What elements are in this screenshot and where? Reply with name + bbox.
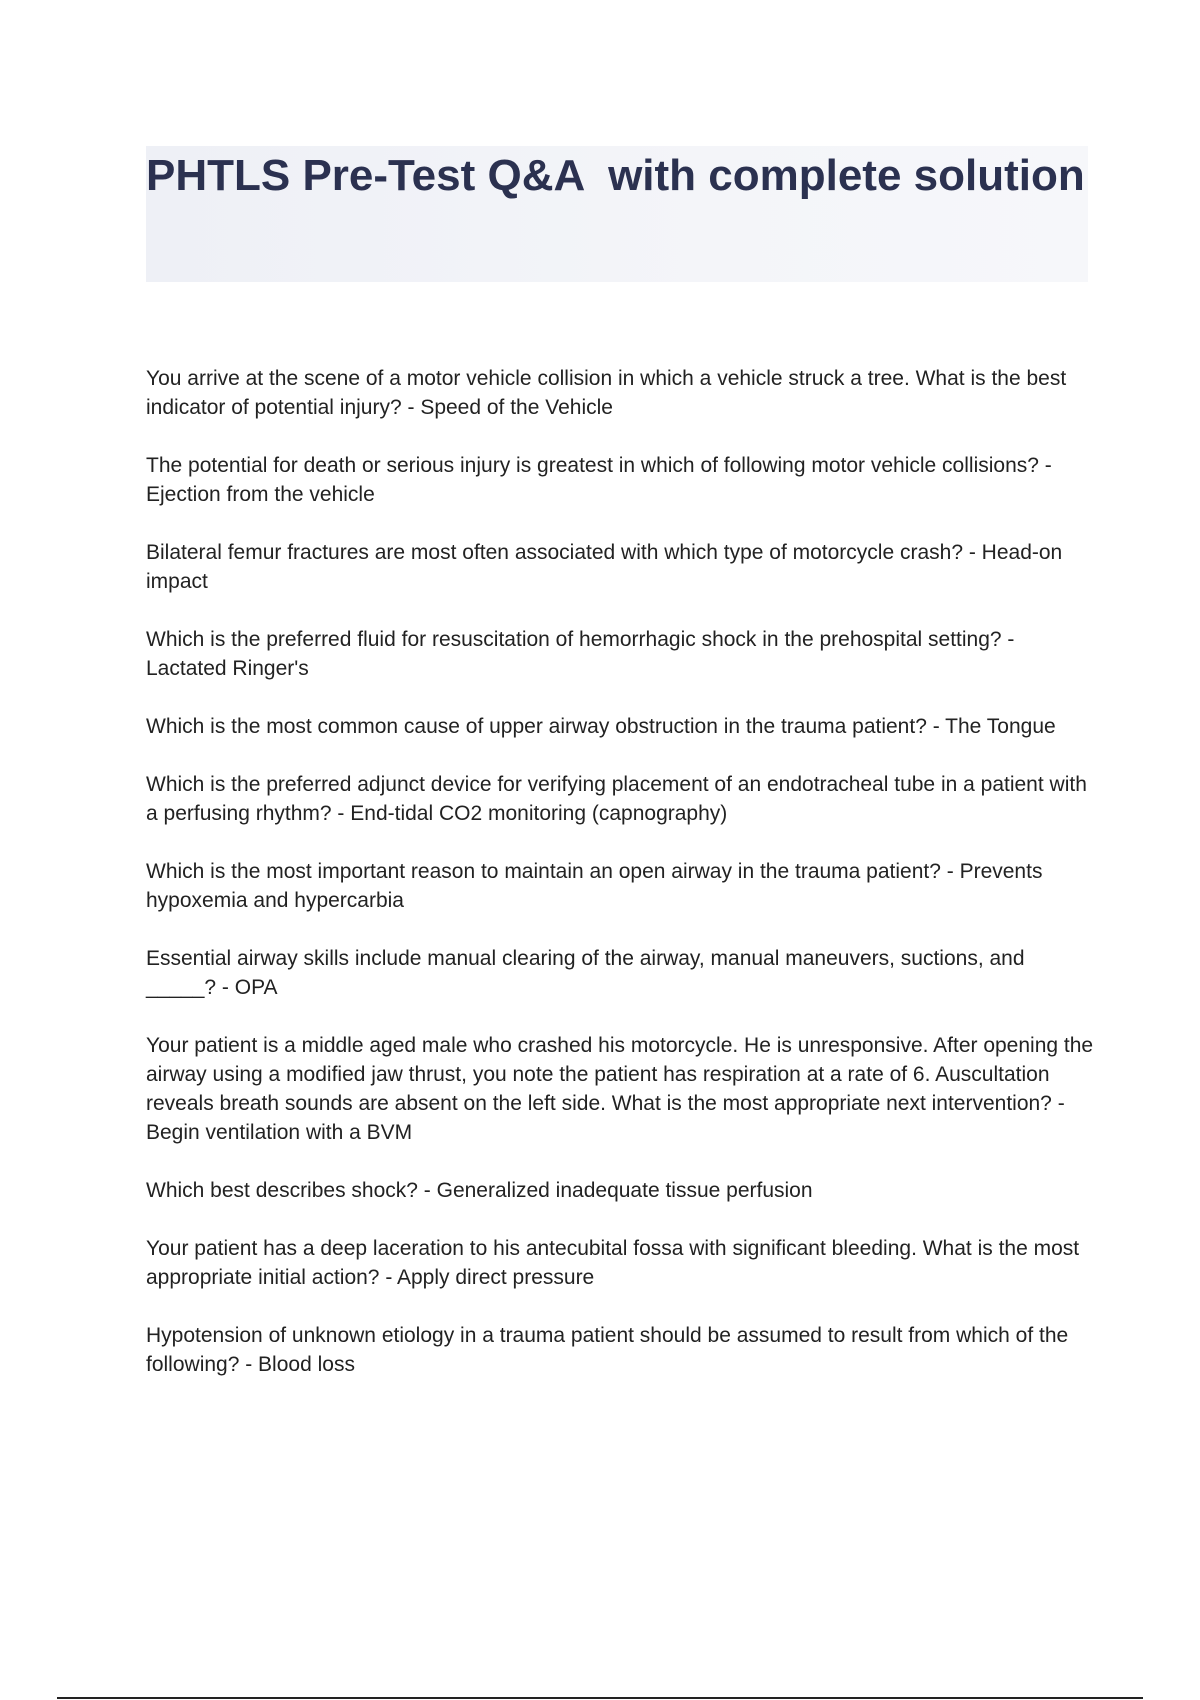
qa-item-4: Which is the preferred fluid for resuscitation of hemorrhagic shock in the prehospital setting? - Lactated Ringer's xyxy=(146,628,1021,680)
footer-divider xyxy=(57,1697,1143,1699)
qa-item-5: Which is the most common cause of upper airway obstruction in the trauma patient? - The Tongue xyxy=(146,715,1056,738)
qa-item-8: Essential airway skills include manual clearing of the airway, manual maneuvers, suctions, and _____? - OPA xyxy=(146,947,1031,999)
qa-item-9: Your patient is a middle aged male who crashed his motorcycle. He is unresponsive. After opening the airway using a modified jaw thrust, you note the patient has respiration at a rate of 6. Auscultation reveals breath sounds are absent on the left side. What is the most appropriate next intervention? - Begin ventilation with a BVM xyxy=(146,1034,1099,1144)
page-title: PHTLS Pre-Test Q&A with complete solution xyxy=(146,151,1085,200)
qa-item-7: Which is the most important reason to maintain an open airway in the trauma patient? - Prevents hypoxemia and hypercarbia xyxy=(146,860,1049,912)
qa-item-2: The potential for death or serious injury is greatest in which of following motor vehicle collisions? - Ejection from the vehicle xyxy=(146,454,1058,506)
qa-list xyxy=(146,364,1099,1408)
qa-item-3: Bilateral femur fractures are most often associated with which type of motorcycle crash? - Head-on impact xyxy=(146,541,1069,593)
qa-item-11: Your patient has a deep laceration to his antecubital fossa with significant bleeding. What is the most appropriate initial action? - Apply direct pressure xyxy=(146,1237,1085,1289)
qa-item-6: Which is the preferred adjunct device for verifying placement of an endotracheal tube in a patient with a perfusing rhythm? - End-tidal CO2 monitoring (capnography) xyxy=(146,773,1093,825)
qa-item-1: You arrive at the scene of a motor vehicle collision in which a vehicle struck a tree. What is the best indicator of potential injury? - Speed of the Vehicle xyxy=(146,367,1073,419)
qa-item-12: Hypotension of unknown etiology in a trauma patient should be assumed to result from which of the following? - Blood loss xyxy=(146,1324,1075,1376)
qa-item-10: Which best describes shock? - Generalized inadequate tissue perfusion xyxy=(146,1179,813,1202)
